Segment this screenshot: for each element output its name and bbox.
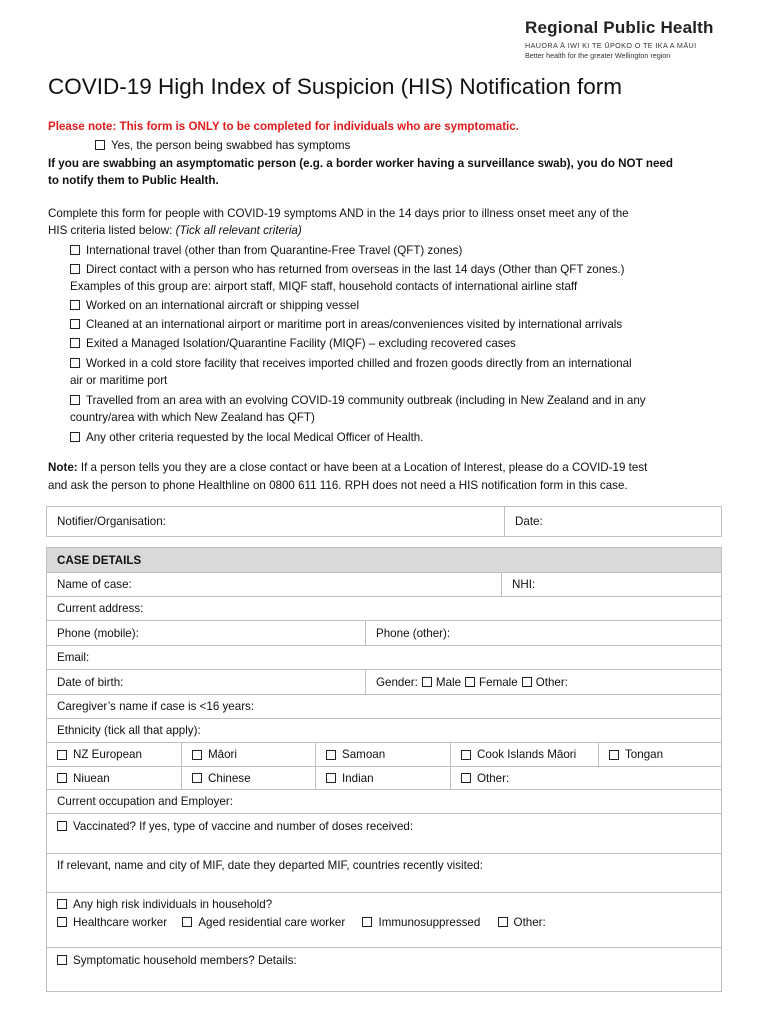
high-risk-label: Any high risk individuals in household? <box>73 898 273 911</box>
criterion-checkbox[interactable] <box>70 358 80 368</box>
gender-field <box>365 670 721 694</box>
criterion-checkbox[interactable] <box>70 338 80 348</box>
ethnicity-option[interactable] <box>47 767 181 789</box>
name-of-case-field[interactable] <box>47 573 501 596</box>
criterion-label: Exited a Managed Isolation/Quarantine Facility (MIQF) – excluding recovered cases <box>86 337 516 350</box>
date-label: Date: <box>515 515 543 528</box>
vaccinated-label: Vaccinated? If yes, type of vaccine and number of doses received: <box>73 820 414 833</box>
ethnicity-option-label: Indian <box>342 771 374 785</box>
mif-label: If relevant, name and city of MIF, date they departed MIF, countries recently visited: <box>57 859 483 872</box>
vaccinated-checkbox[interactable] <box>57 821 67 831</box>
gender-female-checkbox[interactable] <box>465 677 475 687</box>
ethnicity-other-option[interactable] <box>450 767 721 789</box>
high-risk-other-checkbox[interactable] <box>498 917 508 927</box>
gender-other-label: Other: <box>535 675 568 689</box>
close-contact-note-line2: and ask the person to phone Healthline on 0800 611 116. RPH does not need a HIS notification form in this case. <box>48 479 628 492</box>
criterion-checkbox[interactable] <box>70 300 80 310</box>
criteria-lead-text: HIS criteria listed below: <box>48 224 176 237</box>
ethnicity-option-label: Cook Islands Māori <box>477 748 577 761</box>
criterion-examples: Examples of this group are: airport staff, MIQF staff, household contacts of international airline staff <box>70 280 578 293</box>
ethnicity-checkbox[interactable] <box>609 750 619 760</box>
page-title: COVID-19 High Index of Suspicion (HIS) Notification form <box>48 74 622 99</box>
aged-care-worker-checkbox[interactable] <box>182 917 192 927</box>
criterion-row <box>70 297 359 314</box>
ethnicity-checkbox[interactable] <box>57 773 67 783</box>
occupation-label: Current occupation and Employer: <box>57 795 233 808</box>
logo-name: Regional Public Health <box>525 18 714 37</box>
occupation-field[interactable] <box>47 790 721 813</box>
ethnicity-checkbox[interactable] <box>461 773 471 783</box>
name-of-case-label: Name of case: <box>57 578 132 591</box>
date-of-birth-field[interactable] <box>47 670 365 694</box>
nhi-label: NHI: <box>512 578 536 591</box>
symptomatic-household-question <box>57 954 297 967</box>
asymptomatic-note-line1: If you are swabbing an asymptomatic person (e.g. a border worker having a surveillance swab), you do NOT need <box>48 157 673 170</box>
phone-mobile-field[interactable] <box>47 621 365 645</box>
yes-swabbed-checkbox[interactable] <box>95 140 105 150</box>
logo-tagline: Better health for the greater Wellington region <box>525 51 671 60</box>
criterion-label: Direct contact with a person who has returned from overseas in the last 14 days (Other than QFT zones.) <box>86 263 625 276</box>
criterion-label: Worked on an international aircraft or shipping vessel <box>86 299 360 312</box>
ethnicity-checkbox[interactable] <box>57 750 67 760</box>
criterion-row <box>70 429 423 446</box>
criterion-checkbox[interactable] <box>70 395 80 405</box>
ethnicity-label: Ethnicity (tick all that apply): <box>57 724 201 737</box>
high-risk-other-label: Other: <box>513 916 546 929</box>
phone-mobile-label: Phone (mobile): <box>57 626 139 640</box>
phone-other-field[interactable] <box>365 621 721 645</box>
ethnicity-checkbox[interactable] <box>326 773 336 783</box>
criterion-row <box>70 355 632 372</box>
asymptomatic-note-line2: to notify them to Public Health. <box>48 174 219 187</box>
ethnicity-option[interactable] <box>181 767 315 789</box>
high-risk-checkbox[interactable] <box>57 899 67 909</box>
ethnicity-option-label: Chinese <box>208 771 251 785</box>
criterion-checkbox[interactable] <box>70 432 80 442</box>
logo-maori-name: HAUORA Ā IWI KI TE ŪPOKO O TE IKA A MĀUI <box>525 41 697 50</box>
current-address-label: Current address: <box>57 602 144 615</box>
ethnicity-option-label: Other: <box>477 771 510 785</box>
mif-details-field[interactable] <box>57 859 483 872</box>
criterion-checkbox[interactable] <box>70 319 80 329</box>
symptomatic-only-note: Please note: This form is ONLY to be completed for individuals who are symptomatic. <box>48 120 519 133</box>
date-field[interactable] <box>504 507 721 536</box>
criterion-row <box>70 316 622 333</box>
criteria-lead-line2 <box>48 222 302 239</box>
case-details-header: CASE DETAILS <box>57 553 142 567</box>
criterion-continuation: country/area with which New Zealand has QFT) <box>70 411 315 424</box>
case-details-table <box>46 547 722 992</box>
criterion-label: Worked in a cold store facility that receives imported chilled and frozen goods directly from an international <box>86 357 632 370</box>
notifier-label: Notifier/Organisation: <box>57 515 166 528</box>
high-risk-question <box>57 898 272 911</box>
gender-female-label: Female <box>479 675 518 689</box>
immunosuppressed-checkbox[interactable] <box>362 917 372 927</box>
vaccinated-question <box>57 820 413 833</box>
regional-public-health-logo <box>525 18 715 60</box>
healthcare-worker-checkbox[interactable] <box>57 917 67 927</box>
ethnicity-option[interactable] <box>598 743 721 766</box>
ethnicity-checkbox[interactable] <box>461 750 471 760</box>
ethnicity-option-label: Samoan <box>342 748 386 761</box>
criteria-tick-instruction: (Tick all relevant criteria) <box>175 224 302 237</box>
ethnicity-checkbox[interactable] <box>192 773 202 783</box>
immunosuppressed-label: Immunosuppressed <box>378 916 481 929</box>
ethnicity-option-label: Niuean <box>73 771 110 785</box>
current-address-field[interactable] <box>47 597 721 620</box>
ethnicity-option-label: NZ European <box>73 748 142 761</box>
ethnicity-option-label: Tongan <box>625 748 664 761</box>
yes-swabbed-label: Yes, the person being swabbed has symptoms <box>111 139 351 152</box>
ethnicity-option[interactable] <box>315 743 450 766</box>
criterion-label: Any other criteria requested by the local Medical Officer of Health. <box>86 431 424 444</box>
criteria-lead-line1: Complete this form for people with COVID-19 symptoms AND in the 14 days prior to illness onset meet any of the <box>48 207 629 220</box>
criterion-checkbox[interactable] <box>70 264 80 274</box>
ethnicity-checkbox[interactable] <box>326 750 336 760</box>
email-label: Email: <box>57 651 90 664</box>
ethnicity-option[interactable] <box>181 743 315 766</box>
close-contact-note-line1 <box>48 459 647 476</box>
notifier-table <box>46 506 722 537</box>
criterion-label: Cleaned at an international airport or maritime port in areas/conveniences visited by international arrivals <box>86 318 623 331</box>
ethnicity-option[interactable] <box>450 743 598 766</box>
note-label: Note: <box>48 461 78 474</box>
aged-care-worker-label: Aged residential care worker <box>198 916 346 929</box>
ethnicity-option[interactable] <box>315 767 450 789</box>
notifier-field[interactable] <box>47 507 504 536</box>
gender-male-checkbox[interactable] <box>422 677 432 687</box>
ethnicity-checkbox[interactable] <box>192 750 202 760</box>
note-text: If a person tells you they are a close contact or have been at a Location of Interest, please do a COVID-19 test <box>77 461 648 474</box>
caregiver-field[interactable] <box>47 695 721 718</box>
criterion-continuation: air or maritime port <box>70 374 168 387</box>
gender-label: Gender: <box>376 675 418 689</box>
criterion-row <box>70 335 516 352</box>
caregiver-label: Caregiver’s name if case is <16 years: <box>57 700 255 713</box>
gender-other-checkbox[interactable] <box>522 677 532 687</box>
high-risk-options <box>57 916 546 929</box>
phone-other-label: Phone (other): <box>376 626 451 640</box>
criterion-label: International travel (other than from Quarantine-Free Travel (QFT) zones) <box>86 244 463 257</box>
ethnicity-option-label: Māori <box>208 748 237 761</box>
criterion-row <box>70 261 625 278</box>
nhi-field[interactable] <box>501 573 721 596</box>
healthcare-worker-label: Healthcare worker <box>73 916 168 929</box>
criterion-label: Travelled from an area with an evolving COVID-19 community outbreak (including in New Zealand and in any <box>86 394 646 407</box>
ethnicity-heading <box>47 719 721 742</box>
gender-male-label: Male <box>435 675 462 689</box>
email-field[interactable] <box>47 646 721 669</box>
symptomatic-household-label: Symptomatic household members? Details: <box>73 954 297 967</box>
ethnicity-option[interactable] <box>47 743 181 766</box>
criterion-row <box>70 392 646 409</box>
criterion-row <box>70 242 462 259</box>
criterion-checkbox[interactable] <box>70 245 80 255</box>
yes-swabbed-row <box>95 137 350 154</box>
symptomatic-household-checkbox[interactable] <box>57 955 67 965</box>
date-of-birth-label: Date of birth: <box>57 675 124 689</box>
